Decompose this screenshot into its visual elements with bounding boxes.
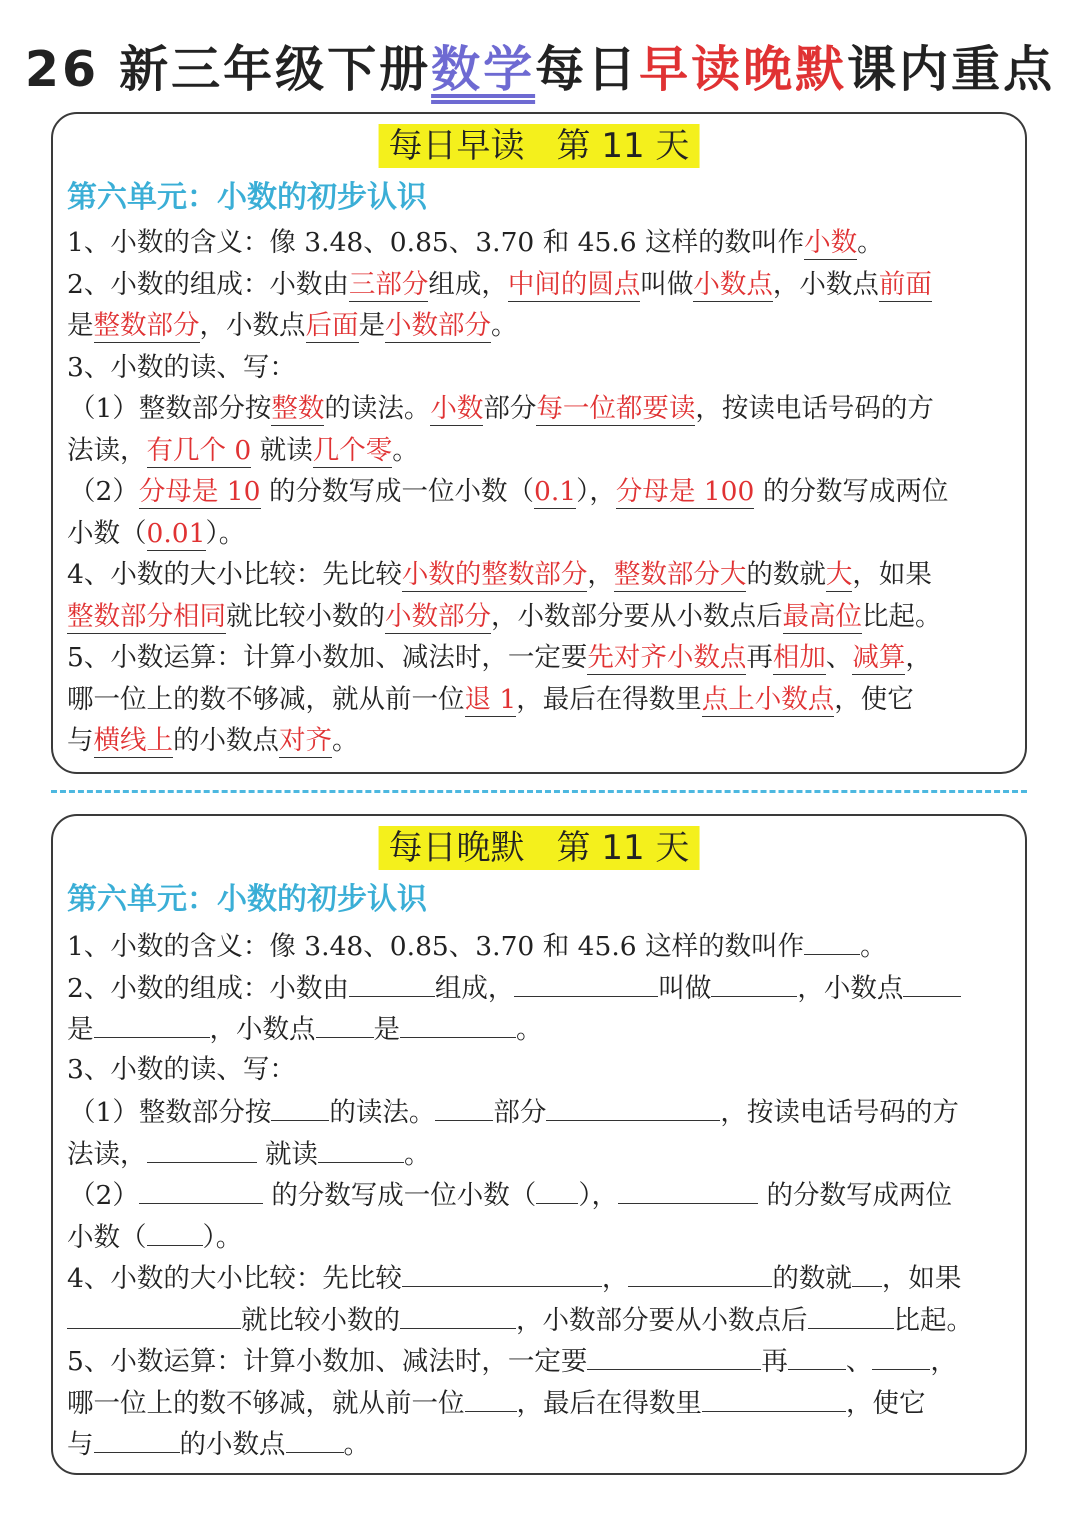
- page-title: [0, 30, 1080, 110]
- point-5-line: 与 的小数点 。: [67, 1422, 1015, 1464]
- fill-blank: [903, 966, 961, 997]
- fill-blank: [94, 1007, 210, 1038]
- point-3-line: 小数（ ）。: [67, 1215, 1015, 1257]
- fill-blank: [788, 1339, 846, 1370]
- answer: 对齐: [279, 725, 332, 756]
- answer: 相加: [772, 642, 826, 673]
- answer: 三部分: [348, 268, 429, 300]
- answer: 小数: [430, 393, 484, 424]
- answer: 大: [825, 559, 853, 590]
- morning-reading-card: [51, 112, 1027, 774]
- answer: 前面: [878, 268, 932, 300]
- answer: 小数部分: [385, 600, 491, 632]
- point-5-line: 5、小数运算：计算小数加、减法时，一定要 再 、 ，: [67, 1339, 1015, 1381]
- fill-blank: [147, 1215, 203, 1246]
- point-1-line: 1、小数的含义：像 3.48、0.85、3.70 和 45.6 这样的数叫作小数。: [67, 227, 884, 258]
- answer: 小数部分: [385, 310, 491, 341]
- answer: 小数点: [693, 268, 773, 300]
- point-2-line: 是 ，小数点 是 。: [67, 1007, 1015, 1049]
- unit-heading: 第六单元：小数的初步认识: [67, 180, 427, 215]
- title-prefix: 26 新三年级下册: [24, 41, 432, 98]
- answer: 退 1: [464, 683, 517, 715]
- point-5-line: 5、小数运算：计算小数加、减法时，一定要先对齐小数点再相加、减算，: [67, 642, 932, 673]
- point-4-line: 4、小数的大小比较：先比较 ， 的数就 ，如果: [67, 1256, 1015, 1298]
- fill-blank: [349, 966, 435, 997]
- fill-blank: [465, 1381, 517, 1412]
- answer: 最高位: [782, 600, 862, 632]
- title-subject: 数学: [431, 41, 536, 98]
- point-2-line: 是整数部分，小数点后面是小数部分。: [67, 310, 518, 341]
- answer: 整数部分相同: [67, 600, 226, 632]
- evening-dictation-card: [51, 814, 1027, 1475]
- answer: 横线上: [93, 725, 173, 756]
- point-2-line: 2、小数的组成：小数由 组成， 叫做 ，小数点: [67, 966, 1015, 1008]
- point-4-line: 4、小数的大小比较：先比较小数的整数部分，整数部分大的数就大，如果: [67, 559, 932, 590]
- point-3-line: 法读，有几个 0 就读几个零。: [67, 434, 419, 466]
- title-highlight: 早读晚默: [639, 41, 848, 98]
- title-daily: 每日: [535, 41, 640, 98]
- fill-blank: [808, 1298, 894, 1329]
- fill-blank: [402, 1256, 602, 1287]
- answer: 分母是 100: [615, 476, 755, 507]
- fill-blank: [587, 1339, 761, 1370]
- fill-blank: [400, 1007, 516, 1038]
- fill-blank: [94, 1422, 180, 1453]
- fill-blank: [139, 1173, 263, 1204]
- evening-card-title: 每日晚默 第 11 天: [379, 826, 700, 870]
- answer: 小数: [804, 227, 858, 258]
- fill-blank: [711, 966, 797, 997]
- answer: 分母是 10: [138, 476, 261, 507]
- point-3-line: 小数（0.01）。: [67, 517, 246, 549]
- fill-blank: [546, 1090, 720, 1121]
- point-3-line: （1）整数部分按 的读法。 部分 ，按读电话号码的方: [67, 1090, 1015, 1132]
- fill-blank: [618, 1173, 758, 1204]
- answer: 整数部分: [93, 310, 200, 341]
- point-4-line: 整数部分相同就比较小数的小数部分，小数部分要从小数点后最高位比起。: [67, 600, 942, 632]
- morning-card-title: 每日早读 第 11 天: [379, 124, 700, 168]
- fill-blank: [804, 924, 860, 955]
- title-suffix: 课内重点: [847, 41, 1056, 98]
- morning-content: [67, 222, 1015, 762]
- fill-blank: [147, 1132, 257, 1163]
- fill-blank: [514, 966, 658, 997]
- answer: 整数部分大: [613, 559, 747, 590]
- point-3-line: 3、小数的读、写：: [67, 351, 296, 383]
- point-3-line: （2）分母是 10 的分数写成一位小数（0.1），分母是 100 的分数写成两位: [69, 476, 949, 507]
- fill-blank: [271, 1090, 329, 1121]
- fill-blank: [628, 1256, 772, 1287]
- answer: 0.1: [533, 476, 577, 507]
- answer: 点上小数点: [701, 683, 835, 715]
- fill-blank: [872, 1339, 930, 1370]
- answer: 中间的圆点: [507, 268, 641, 300]
- fill-blank: [702, 1381, 846, 1412]
- answer: 小数的整数部分: [401, 559, 588, 590]
- answer: 几个零: [312, 434, 393, 466]
- point-5-line: 哪一位上的数不够减，就从前一位退 1，最后在得数里点上小数点，使它: [67, 683, 914, 715]
- point-2-line: 2、小数的组成：小数由三部分组成，中间的圆点叫做小数点，小数点前面: [67, 268, 932, 300]
- fill-blank: [67, 1298, 241, 1329]
- fill-blank: [316, 1007, 374, 1038]
- point-3-line: 3、小数的读、写：: [67, 1053, 296, 1085]
- point-5-line: 与横线上的小数点对齐。: [67, 725, 359, 756]
- point-5-line: 哪一位上的数不够减，就从前一位 ，最后在得数里 ，使它: [67, 1381, 1015, 1423]
- answer: 后面: [305, 310, 359, 341]
- point-3-line: （2） 的分数写成一位小数（ ）， 的分数写成两位: [67, 1173, 1015, 1215]
- fill-blank: [852, 1256, 882, 1287]
- answer: 先对齐小数点: [587, 642, 747, 673]
- point-4-line: 就比较小数的 ，小数部分要从小数点后 比起。: [67, 1298, 1015, 1340]
- answer: 有几个 0: [146, 434, 252, 466]
- point-3-line: 法读， 就读 。: [67, 1132, 1015, 1174]
- fill-blank: [318, 1132, 404, 1163]
- evening-content: [67, 924, 1015, 1464]
- answer: 每一位都要读: [536, 393, 696, 424]
- answer: 减算: [852, 642, 906, 673]
- point-1-line: 1、小数的含义：像 3.48、0.85、3.70 和 45.6 这样的数叫作 。: [67, 924, 1015, 966]
- fill-blank: [536, 1173, 578, 1204]
- unit-heading: 第六单元：小数的初步认识: [67, 882, 427, 917]
- point-3-line: （1）整数部分按整数的读法。小数部分每一位都要读，按读电话号码的方: [69, 393, 934, 424]
- answer: 整数: [271, 393, 325, 424]
- answer: 0.01: [146, 517, 206, 549]
- fill-blank: [400, 1298, 516, 1329]
- fill-blank: [286, 1422, 344, 1453]
- dashed-divider: [51, 790, 1027, 793]
- fill-blank: [435, 1090, 493, 1121]
